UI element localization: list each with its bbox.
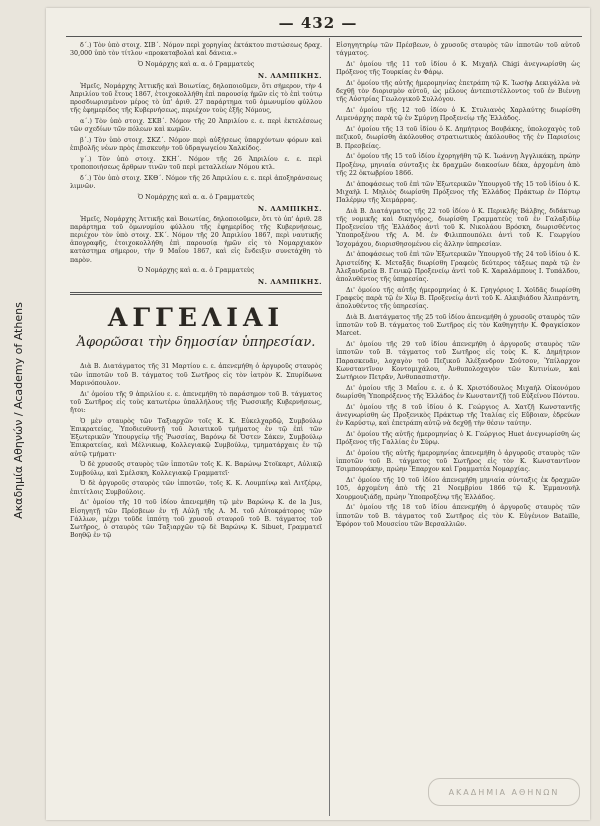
right-column: [336, 42, 580, 532]
law-item-gamma: γ΄.) Τὸν ὑπὸ στοιχ. ΣΚΗ΄. Νόμον τῆς 26 Ἀπριλίου ε. ε. περὶ τροποποιήσεως ἄρθρων τινῶν τοῦ περὶ μεταλλείων Νόμου κτλ.: [70, 156, 322, 172]
announcement-paragraph: Ὁ μὲν σταυρὸς τῶν Ταξιαρχῶν τοῖς Κ. Κ. Εὐκελχαρδῷ, Συμβούλῳ Ἐπικρατείας, Ὑποδιευθυντῇ τοῦ Ἀσιατικοῦ τμήματος ἐν τῷ ἐπὶ τῶν Ἐξωτερικῶν Ὑπουργείῳ τῆς Ῥωσσίας, Βαρόνῳ δὲ Ὄστεν Σάκεν, Συμβούλῳ Ἐπικρατείας, καὶ Μέλνικωφ, Κολλεγιακῷ Συμβούλῳ, τμηματάρχαις ἐν τῷ αὐτῷ τμήματι·: [70, 417, 322, 458]
signature-name: Ν. ΛΑΜΠΙΚΗΣ.: [257, 71, 322, 80]
announcement-paragraph: Δι' ὁμοίου τῆς 10 τοῦ ἰδίου ἀπενεμήθη τῷ μὲν Βαρώνῳ Κ. de la Jus, Εἰσηγητῇ τῶν Πρέσβεων ἐν τῇ Αὐλῇ τῆς Α. Μ. τοῦ Αὐτοκράτορος τῶν Γάλλων, μέχρι τοῦδε ἱππότῃ τοῦ χρυσοῦ σταυροῦ τοῦ Β. τάγματος τοῦ Σωτῆρος, ὁ σταυρὸς τῶν Ταξιαρχῶν τῷ δὲ Βαρώνῳ Κ. Sibuet, Γραμματεῖ Βοηθῷ ἐν τῷ: [70, 499, 322, 540]
announcement-paragraph: Διὰ Β. Διατάγματος τῆς 25 τοῦ ἰδίου ἀπενεμήθη ὁ χρυσοῦς σταυρὸς τῶν ἱπποτῶν τοῦ Β. τάγματος τοῦ Σωτῆρος εἰς τὸν Καθηγητὴν Κ. Φραγκίσκον Marcet.: [336, 314, 580, 338]
announcement-paragraph: Δι' ὁμοίου τῆς αὐτῆς ἡμερομηνίας ὁ Κ. Γρηγόριος Ι. Χοϊδᾶς διωρίσθη Γραφεὺς παρὰ τῷ ἐν Χίῳ Β. Προξενείῳ ἀντὶ τοῦ Κ. Αλκιβιάδου Ἀλιπράντη, ἀπολυθέντος τῆς ὑπηρεσίας.: [336, 286, 580, 311]
declaration-paragraph: Ἡμεῖς, Νομάρχης Ἀττικῆς καὶ Βοιωτίας, δηλοποιοῦμεν, ὅτι τὸ ὑπ' ἀριθ. 28 παράρτημα τοῦ ὁμωνυμίου φύλλου τῆς ἐφημερίδος τῆς Κυβερνήσεως, περιέχον τὸν ὑπὸ στοιχ. ΣΚ΄. Νόμον τῆς 20 Ἀπριλίου 1867, περὶ ναυτικῆς ἀπογραφῆς, ἐτοιχοκολλήθη ἐπὶ παρουσίᾳ ἡμῶν εἰς τὸ Νομαρχιακὸν κατάστημα σήμερον, τὴν 9 Μαΐου 1867, καὶ εἰς ἔνδειξιν συνετάχθη τὸ παρὸν.: [70, 215, 322, 264]
announcement-paragraph: Δι' ὁμοίου τῆς 3 Μαΐου ε. ε. ὁ Κ. Χριστόδουλος Μιχαὴλ Οἰκονόμου διωρίσθη Ὑποπρόξενος τῆς Ἑλλάδος ἐν Κωνσταντζῇ τοῦ Εὐξείνου Πόντου.: [336, 384, 580, 401]
announcement-paragraph: Δι' ὁμοίου τῆς 13 τοῦ ἰδίου ὁ Κ. Δημήτριος Βουβάκης, ὑπολοχαγὸς τοῦ πεζικοῦ, διωρίσθη ἀκόλουθος στρατιωτικὸς ἀκόλουθος τῆς ἐν Παρισίοις Β. Πρεσβείας.: [336, 126, 580, 150]
announcement-paragraph: Εἰσηγητηρίῳ τῶν Πρέσβεων, ὁ χρυσοῦς σταυρὸς τῶν ἱπποτῶν τοῦ αὐτοῦ τάγματος.: [336, 42, 580, 58]
signature-title: Ὁ Νομάρχης καὶ α. α. ὁ Γραμματεὺς: [137, 194, 255, 201]
section-double-rule: [70, 292, 322, 295]
law-item-delta: δ΄.) Τὸν ὑπὸ στοιχ. ΣΚΘ΄. Νόμον τῆς 26 Ἀπριλίου ε. ε. περὶ ἀποξηράνσεως λιμνῶν.: [70, 175, 322, 191]
announcement-paragraph: Διὰ Β. Διατάγματος τῆς 22 τοῦ ἰδίου ὁ Κ. Περικλῆς Βάλβης, διδάκτωρ τῆς νομικῆς καὶ δικηγόρος, διωρίσθη Γραμματεὺς τοῦ ἐν Γαλαξιδίῳ Προξενείου τῆς Ἑλλάδος ἀντὶ τοῦ Κ. Νικολάου Βρόσκη, διωρισθέντος Ὑποπροξένου τῆς Α. Μ. ἐν Φιλιππουπόλει ἀντὶ τοῦ Κ. Γεωργίου Ἰσχομάχου, διορισθησομένου εἰς ἄλλην ὑπηρεσίαν.: [336, 207, 580, 248]
announcement-paragraph: Δι' ὁμοίου τῆς 8 τοῦ ἰδίου ὁ Κ. Γεώργιος Α. Χατζῆ Κωνσταντῆς ἀνεγνωρίσθη ὡς Προξενικὸς Πράκτωρ τῆς Ἰταλίας εἰς Εὔβοιαν, ἑδρεύων ἐν Καρύστῳ, καὶ ἐπετράπη αὐτῷ νὰ δεχθῇ τὴν θέσιν ταύτην.: [336, 403, 580, 428]
column-divider: [329, 38, 330, 816]
section-subtitle: Ἀφορῶσαι τὴν δημοσίαν ὑπηρεσίαν.: [76, 335, 316, 351]
left-column: [70, 42, 322, 543]
law-item-alpha: α΄.) Τὸν ὑπὸ στοιχ. ΣΚΒ΄. Νόμον τῆς 20 Ἀπριλίου ε. ε. περὶ ἐκτελέσεως τῶν σχεδίων τῶν πόλεων καὶ κωμῶν.: [70, 118, 322, 134]
announcement-paragraph: Δι' ὁμοίου τῆς 18 τοῦ ἰδίου ἀπενεμήθη ὁ ἀργυροῦς σταυρὸς τῶν ἱπποτῶν τοῦ Β. τάγματος τοῦ Σωτῆρος εἰς τὸν Κ. Εὐγένιον Bataille, Ἐφόρον τοῦ Μουσείου τῶν Βερσαλλιῶν.: [336, 504, 580, 528]
announcement-paragraph: Δι' ὁμοίου τῆς αὐτῆς ἡμερομηνίας ἀπενεμήθη ὁ ἀργυροῦς σταυρὸς τῶν ἱπποτῶν τοῦ Β. τάγματος τοῦ Σωτῆρος εἰς τὸν Κ. Κωνσταντῖνον Τσιμπουράκην, πρώην Ἔπαρχον καὶ Γραμματέα Νομαρχίας.: [336, 450, 580, 474]
announcement-paragraph: Δι' ὁμοίου τῆς 29 τοῦ ἰδίου ἀπενεμήθη ὁ ἀργυροῦς σταυρὸς τῶν ἱπποτῶν τοῦ Β. τάγματος τοῦ Σωτῆρος εἰς τοὺς Κ. Κ. Δημήτριον Παρασκευᾶν, λοχαγὸν τοῦ Πεζικοῦ Ἀλέξανδρον Σούτσον, Ὑπίλαρχον Κωνσταντῖνον Κοντομιχάλου, Ἀνθυπολοχαγὸν τῶν Κυτινίων, καὶ Σωτήριον Πετρᾶν, Ἀνθυπασπιστὴν.: [336, 341, 580, 382]
announcement-paragraph: Δι' ὁμοίου τῆς 10 τοῦ ἰδίου ἀπενεμήθη μηνιαία σύνταξις ἐκ δραχμῶν 105, ἀρχομένη ἀπὸ τῆς 21 Νοεμβρίου 1866 τῷ Κ. Ἐμμανουὴλ Χουρμουζιάδῃ, πρώην Ὑποπροξένῳ τῆς Ἑλλάδος.: [336, 477, 580, 501]
announcement-paragraph: Ὁ δὲ χρυσοῦς σταυρὸς τῶν ἱπποτῶν τοῖς Κ. Κ. Βαρώνῳ Στοϊκαρτ, Αὐλικῷ Συμβούλῳ, καὶ Σμέλσκη, Κολλεγιακῷ Γραμματεῖ·: [70, 461, 322, 477]
announcement-paragraph: Δι' ὁμοίου τῆς 11 τοῦ ἰδίου ὁ Κ. Μιχαὴλ Chigi ἀνεγνωρίσθη ὡς Πρόξενος τῆς Τουρκίας ἐν Φάρῳ.: [336, 61, 580, 77]
announcement-paragraph: Δι' ὁμοίου τῆς 15 τοῦ ἰδίου ἐχορηγήθη τῷ Κ. Ἰωάννῃ Ἀγγλικάκῃ, πρώην Προξένῳ, μηνιαία σύνταξις ἐκ δραχμῶν διακοσίων δέκα, ἀρχομένη ἀπὸ τῆς 22 ὀκτωβρίου 1866.: [336, 153, 580, 177]
archive-margin-label: [4, 10, 32, 810]
header-rule: [66, 36, 582, 37]
signature-name: Ν. ΛΑΜΠΙΚΗΣ.: [257, 278, 322, 287]
section-title: ΑΓΓΕΛΙΑΙ: [107, 303, 285, 333]
signature-name: Ν. ΛΑΜΠΙΚΗΣ.: [257, 204, 322, 213]
declaration-paragraph: Ἡμεῖς, Νομάρχης Ἀττικῆς καὶ Βοιωτίας, δηλοποιοῦμεν, ὅτι σήμερον, τὴν 4 Ἀπριλίου τοῦ ἔτους 1867, ἐτοιχοκολλήθη ἐπὶ παρουσίᾳ ἡμῶν εἰς τὸ ἐπὶ τούτῳ προσδιωρισμένον μέρος τὸ ὑπ' ἀριθ. 27 παράρτημα τοῦ ὁμωνυμίου φύλλου τῆς ἐφημερίδος τῆς Κυβερνήσεως, περιέχον τοὺς ἑξῆς Νόμους,: [70, 82, 322, 115]
announcement-paragraph: Δι' ὁμοίου τῆς αὐτῆς ἡμερομηνίας ἐπετράπη τῷ Κ. Ἰωσὴφ Δεκιγάλλα νὰ δεχθῇ τὸν διορισμὸν αὐτοῦ, ὡς μέλους ἀντεπιστέλλοντος τοῦ ἐν Βιέννῃ τῆς Αὐστρίας Γεωλογικοῦ Συλλόγου.: [336, 80, 580, 104]
announcement-paragraph: Δι' ὁμοίου τῆς 12 τοῦ ἰδίου ὁ Κ. Στυλιανὸς Χαρλαύτης διωρίσθη Λιμενάρχης παρὰ τῷ ἐν Σμύρνῃ Προξενείῳ τῆς Ἑλλάδος.: [336, 107, 580, 123]
signature-title: Ὁ Νομάρχης καὶ α. α. ὁ Γραμματεὺς: [137, 61, 255, 68]
decree-item-delta: δ΄.) Τὸν ὑπὸ στοιχ. ΣΙΒ΄. Νόμον περὶ χορηγίας ἐκτάκτου πιστώσεως δραχ. 30,000 ὑπὸ τὸν τίτλον «προκαταβολαὶ καὶ δάνεια.»: [70, 42, 322, 58]
announcement-paragraph: Δι' ἀποφάσεως τοῦ ἐπὶ τῶν Ἐξωτερικῶν Ὑπουργοῦ τῆς 24 τοῦ ἰδίου ὁ Κ. Ἀριστείδης Κ. Μεταξᾶς διωρίσθη Γραφεὺς δεύτερος τάξεως παρὰ τῷ ἐν Ἀλεξανδρείᾳ Β. Γενικῷ Προξενείῳ ἀντὶ τοῦ Κ. Χαραλάμπους Ι. Τυπάλδου, ἀπολυθέντος τῆς ὑπηρεσίας.: [336, 251, 580, 284]
announcement-paragraph: Ὁ δὲ ἀργυροῦς σταυρὸς τῶν ἱπποτῶν, τοῖς Κ. Κ. Λουμπίνῳ καὶ Λιτζέρῳ, ἐπιτίτλοις Συμβούλοις.: [70, 480, 322, 496]
page-number: — 432 —: [278, 14, 358, 32]
announcement-paragraph: Δι' ὁμοίου τῆς 9 ἀπριλίου ε. ε. ἀπενεμήθη τὸ παράσημον τοῦ Β. τάγματος τοῦ Σωτῆρος εἰς τοὺς κατωτέρω ὑπαλλήλους τῆς Ῥωσσικῆς Κυβερνήσεως, ἤτοι:: [70, 390, 322, 415]
gazette-page: [46, 8, 590, 820]
announcement-paragraph: Δι' ὁμοίου τῆς αὐτῆς ἡμερομηνίας ὁ Κ. Γεώργιος Huet ἀνεγνωρίσθη ὡς Πρόξενος τῆς Γαλλίας ἐν Σύρῳ.: [336, 431, 580, 447]
library-stamp: ΑΚΑΔΗΜΙΑ ΑΘΗΝΩΝ: [428, 778, 580, 806]
law-item-beta: β΄.) Τὸν ὑπὸ στοιχ. ΣΚΖ΄. Νόμον περὶ αὐξήσεως ὑπαρχόντων φόρων καὶ ἐπιβολῆς νέων πρὸς ἐπισκευὴν τοῦ ὑδραγωγείου Χαλκίδος.: [70, 137, 322, 153]
signature-title: Ὁ Νομάρχης καὶ α. α. ὁ Γραμματεὺς: [137, 267, 255, 275]
archive-label: Ακαδημία Αθηνών / Academy of Athens: [11, 301, 25, 519]
announcement-paragraph: Διὰ Β. Διατάγματος τῆς 31 Μαρτίου ε. ε. ἀπενεμήθη ὁ ἀργυροῦς σταυρὸς τῶν ἱπποτῶν τοῦ Β. τάγματος τοῦ Σωτῆρος εἰς τὸν ἰατρὸν Κ. Σπυρίδωνα Μαρινόπουλον.: [70, 363, 322, 387]
announcement-paragraph: Δι' ἀποφάσεως τοῦ ἐπὶ τῶν Ἐξωτερικῶν Ὑπουργοῦ τῆς 15 τοῦ ἰδίου ὁ Κ. Μιχαὴλ Ι. Μηλιὸς διωρίσθη Πρόξενος τῆς Ἑλλάδος Πράκτωρ ἐν Πόρτῳ Παλέρμῳ τῆς Χειμάρρας.: [336, 180, 580, 205]
